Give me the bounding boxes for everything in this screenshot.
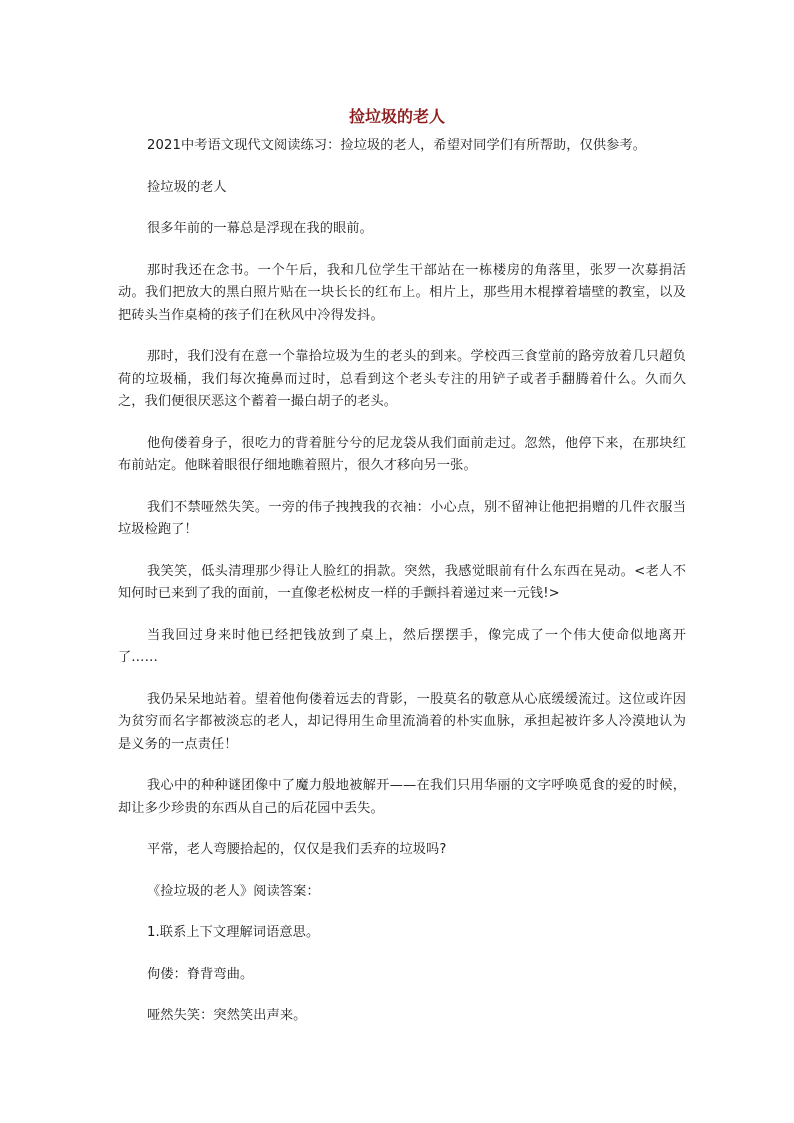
document-title: 捡垃圾的老人 <box>348 107 445 126</box>
body-paragraph: 很多年前的一幕总是浮现在我的眼前。 <box>147 221 373 236</box>
body-paragraph: 那时，我们没有在意一个靠拾垃圾为生的老头的到来。学校西三食堂前的路旁放着几只超负荷的垃圾桶，我们每次掩鼻而过时，总看到这个老头专注的用铲子或者手翻腾着什么。久而久之，我们便很厌恶这个蓄着一撮白胡子的老头。 <box>118 349 686 409</box>
answers-heading: 《捡垃圾的老人》阅读答案： <box>147 883 320 899</box>
document-body <box>118 135 686 1028</box>
body-paragraph: 我笑笑，低头清理那少得让人脸红的捐款。突然，我感觉眼前有什么东西在晃动。<老人不知何时已来到了我的面前，一直像老松树皮一样的手颤抖着递过来一元钱!> <box>118 563 686 601</box>
question-item: 1.联系上下文理解词语意思。 <box>147 925 320 940</box>
body-paragraph: 那时我还在念书。一个午后，我和几位学生干部站在一栋楼房的角落里，张罗一次募捐活动。我们把放大的黑白照片贴在一块长长的红布上。相片上，那些用木棍撑着墙壁的教室，以及把砖头当作桌椅的孩子们在秋风中冷得发抖。 <box>118 262 686 323</box>
subtitle-paragraph: 捡垃圾的老人 <box>147 179 227 195</box>
body-paragraph: 当我回过身来时他已经把钱放到了桌上，然后摆摆手，像完成了一个伟大使命似地离开了…… <box>118 627 686 665</box>
body-paragraph: 我们不禁哑然失笑。一旁的伟子拽拽我的衣袖：小心点，别不留神让他把捐赠的几件衣服当垃圾检跑了！ <box>118 499 686 537</box>
body-paragraph: 我仍呆呆地站着。望着他佝偻着远去的背影，一股莫名的敬意从心底缓缓流过。这位或许因为贫穷而名字都被淡忘的老人，却记得用生命里流淌着的朴实血脉，承担起被许多人冷漠地认为是义务的一点责任！ <box>118 691 686 752</box>
answer-item: 佝偻：脊背弯曲。 <box>147 966 254 982</box>
intro-paragraph: 2021中考语文现代文阅读练习：捡垃圾的老人，希望对同学们有所帮助，仅供参考。 <box>147 138 647 153</box>
body-paragraph: 我心中的种种谜团像中了魔力般地被解开——在我们只用华丽的文字呼唤觅食的爱的时候，却让多少珍贵的东西从自己的后花园中丢失。 <box>118 778 686 816</box>
body-paragraph: 平常，老人弯腰拾起的，仅仅是我们丢弃的垃圾吗? <box>147 842 447 857</box>
body-paragraph: 他佝偻着身子，很吃力的背着脏兮兮的尼龙袋从我们面前走过。忽然，他停下来，在那块红布前站定。他眯着眼很仔细地瞧着照片，很久才移向另一张。 <box>118 435 686 473</box>
answer-item: 哑然失笑：突然笑出声来。 <box>147 1008 307 1023</box>
